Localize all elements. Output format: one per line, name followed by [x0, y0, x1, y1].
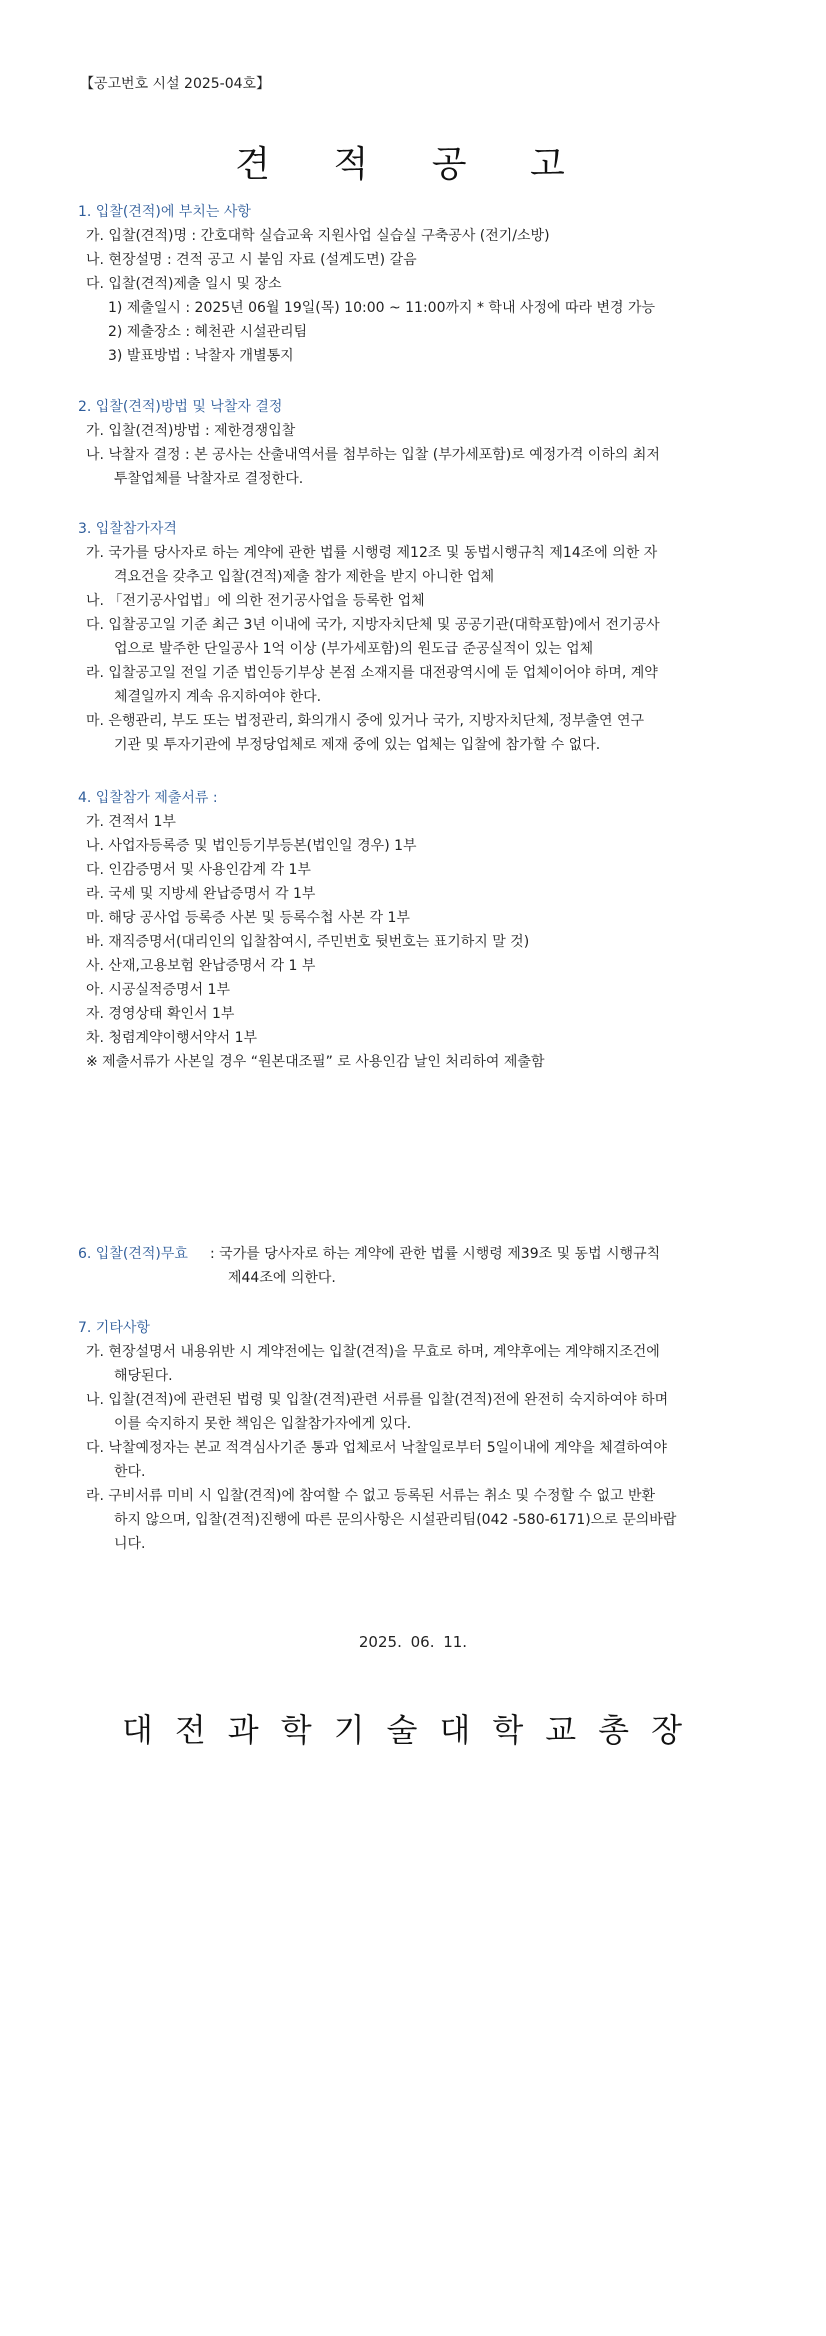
list-item: 바. 재직증명서(대리인의 입찰참여시, 주민번호 뒷번호는 표기하지 말 것) [86, 934, 530, 950]
section-7-item-b-line2: 이를 숙지하지 못한 책임은 입찰참가자에게 있다. [114, 1416, 412, 1432]
list-item: 사. 산재,고용보험 완납증명서 각 1 부 [86, 958, 316, 974]
section-3-item-d-line1: 라. 입찰공고일 전일 기준 법인등기부상 본점 소재지를 대전광역시에 둔 업체이어야 하며, 계약 [86, 665, 658, 681]
list-item: 마. 해당 공사업 등록증 사본 및 등록수첩 사본 각 1부 [86, 910, 410, 926]
section-3-item-d-line2: 체결일까지 계속 유지하여야 한다. [114, 689, 322, 705]
section-7-item-d-line3: 니다. [114, 1536, 146, 1552]
section-3-item-c-line1: 다. 입찰공고일 기준 최근 3년 이내에 국가, 지방자치단체 및 공공기관(대학포함)에서 전기공사 [86, 617, 660, 633]
section-7-heading: 7. 기타사항 [78, 1320, 150, 1336]
notice-date: 2025. 06. 11. [358, 1633, 468, 1651]
list-item: 차. 청렴계약이행서약서 1부 [86, 1030, 258, 1046]
list-item: 다. 인감증명서 및 사용인감계 각 1부 [86, 862, 311, 878]
submission-datetime: 1) 제출일시 : 2025년 06월 19일(목) 10:00 ~ 11:00까지 * 학내 사정에 따라 변경 가능 [108, 300, 655, 316]
list-item: 자. 경영상태 확인서 1부 [86, 1006, 235, 1022]
section-1-item-a: 가. 입찰(견적)명 : 간호대학 실습교육 지원사업 실습실 구축공사 (전기/소방) [86, 228, 550, 244]
section-1-item-b: 나. 현장설명 : 견적 공고 시 붙임 자료 (설계도면) 갈음 [86, 252, 417, 268]
list-item: 가. 견적서 1부 [86, 814, 176, 830]
section-6-text-line1: : 국가를 당사자로 하는 계약에 관한 법률 시행령 제39조 및 동법 시행규칙 [210, 1246, 661, 1262]
section-7-item-c-line1: 다. 낙찰예정자는 본교 적격심사기준 통과 업체로서 낙찰일로부터 5일이내에 계약을 체결하여야 [86, 1440, 667, 1456]
page-title: 견 적 공 고 [235, 144, 591, 185]
section-7-item-a-line2: 해당된다. [114, 1368, 173, 1384]
section-7-item-c-line2: 한다. [114, 1464, 146, 1480]
section-3-item-a-line2: 격요건을 갖추고 입찰(견적)제출 참가 제한을 받지 아니한 업체 [114, 569, 495, 585]
section-6-heading: 6. 입찰(견적)무효 [78, 1246, 188, 1262]
list-item: 아. 시공실적증명서 1부 [86, 982, 230, 998]
section-2-item-b-line2: 투찰업체를 낙찰자로 결정한다. [114, 471, 304, 487]
section-2-heading: 2. 입찰(견적)방법 및 낙찰자 결정 [78, 399, 283, 415]
section-3-item-a-line1: 가. 국가를 당사자로 하는 계약에 관한 법률 시행령 제12조 및 동법시행규칙 제14조에 의한 자 [86, 545, 658, 561]
list-item: 라. 국세 및 지방세 완납증명서 각 1부 [86, 886, 316, 902]
section-1-heading: 1. 입찰(견적)에 부치는 사항 [78, 204, 251, 220]
issuer-name: 대전과학기술대학교총장 [121, 1711, 705, 1749]
section-4-heading: 4. 입찰참가 제출서류 : [78, 790, 218, 806]
section-3-item-e-line1: 마. 은행관리, 부도 또는 법정관리, 화의개시 중에 있거나 국가, 지방자치단체, 정부출연 연구 [86, 713, 645, 729]
section-3-heading: 3. 입찰참가자격 [78, 521, 177, 537]
section-3-item-b: 나. 「전기공사업법」에 의한 전기공사업을 등록한 업체 [86, 593, 425, 609]
list-item: 나. 사업자등록증 및 법인등기부등본(법인일 경우) 1부 [86, 838, 417, 854]
section-3-item-e-line2: 기관 및 투자기관에 부정당업체로 제재 중에 있는 업체는 입찰에 참가할 수 없다. [114, 737, 601, 753]
section-7-item-d-line1: 라. 구비서류 미비 시 입찰(견적)에 참여할 수 없고 등록된 서류는 취소 및 수정할 수 없고 반환 [86, 1488, 655, 1504]
section-7-item-a-line1: 가. 현장설명서 내용위반 시 계약전에는 입찰(견적)을 무효로 하며, 계약후에는 계약해지조건에 [86, 1344, 660, 1360]
submission-place: 2) 제출장소 : 혜천관 시설관리팀 [108, 324, 308, 340]
section-2-item-b-line1: 나. 낙찰자 결정 : 본 공사는 산출내역서를 첨부하는 입찰 (부가세포함)로 예정가격 이하의 최저 [86, 447, 660, 463]
section-2-item-a: 가. 입찰(견적)방법 : 제한경쟁입찰 [86, 423, 296, 439]
section-7-item-d-line2: 하지 않으며, 입찰(견적)진행에 따른 문의사항은 시설관리팀(042 -580-6171)으로 문의바랍 [114, 1512, 677, 1528]
section-7-item-b-line1: 나. 입찰(견적)에 관련된 법령 및 입찰(견적)관련 서류를 입찰(견적)전에 완전히 숙지하여야 하며 [86, 1392, 669, 1408]
section-1-item-c: 다. 입찰(견적)제출 일시 및 장소 [86, 276, 282, 292]
announcement-method: 3) 발표방법 : 낙찰자 개별통지 [108, 348, 294, 364]
submission-note: ※ 제출서류가 사본일 경우 “원본대조필” 로 사용인감 날인 처리하여 제출함 [86, 1054, 545, 1070]
section-3-item-c-line2: 업으로 발주한 단일공사 1억 이상 (부가세포함)의 원도급 준공실적이 있는 업체 [114, 641, 594, 657]
notice-number: 【공고번호 시설 2025-04호】 [80, 76, 271, 92]
section-6-text-line2: 제44조에 의한다. [228, 1270, 336, 1286]
